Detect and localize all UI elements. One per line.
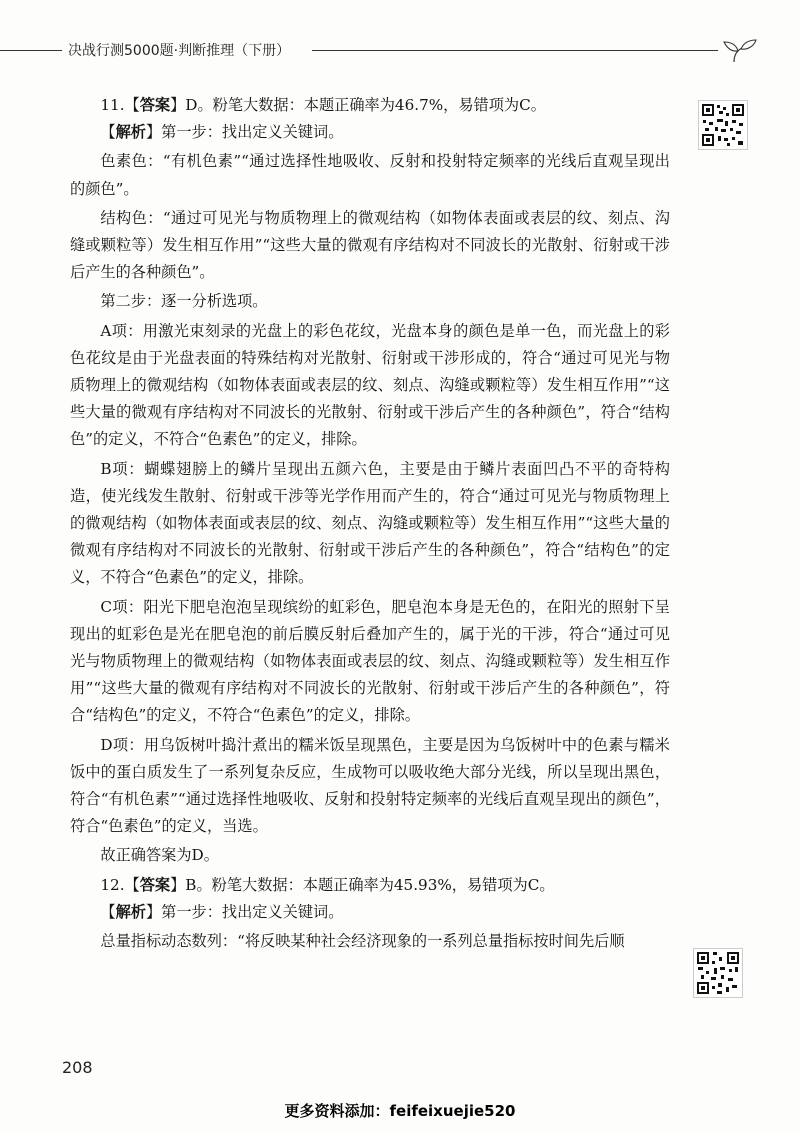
book-title: 决战行测5000题·判断推理（下册） — [68, 43, 291, 59]
option-a-analysis: A项：用激光束刻录的光盘上的彩色花纹，光盘本身的颜色是单一色，而光盘上的彩色花纹是由于光盘表面的特殊结构对光散射、衍射或干涉形成的，符合“通过可见光与物质物理上的微观结构（如物体表面或表层的纹、刻点、沟缝或颗粒等）发生相互作用”“这些大量的微观有序结构对不同波长的光散射、衍射或干涉后产生的各种颜色”，符合“结构色”的定义，不符合“色素色”的定义，排除。 — [70, 321, 670, 449]
qr-code-icon — [693, 948, 743, 998]
analysis-bracket: 【 — [100, 902, 116, 921]
analysis-tag: 解析 — [115, 902, 146, 921]
q12-answer-text: 】B。粉笔大数据：本题正确率为45.93%，易错项为C。 — [170, 875, 555, 894]
q11-analysis-line — [70, 119, 670, 146]
answer-tag: 答案 — [139, 875, 171, 894]
header-rule-right — [312, 50, 718, 51]
option-c-analysis: C项：阳光下肥皂泡泡呈现缤纷的虹彩色，肥皂泡本身是无色的，在阳光的照射下呈现出的虹彩色是光在肥皂泡的前后膜反射后叠加产生的，属于光的干涉，符合“通过可见光与物质物理上的微观结构（如物体表面或表层的纹、刻点、沟缝或颗粒等）发生相互作用”“这些大量的微观有序结构对不同波长的光散射、衍射或干涉后产生的各种颜色”，符合“结构色”的定义，不符合“色素色”的定义，排除。 — [70, 597, 670, 725]
structural-color-definition: 结构色：“通过可见光与物质物理上的微观结构（如物体表面或表层的纹、刻点、沟缝或颗粒等）发生相互作用”“这些大量的微观有序结构对不同波长的光散射、衍射或干涉后产生的各种颜色”。 — [70, 208, 670, 282]
q12-answer-line — [70, 872, 670, 899]
page-number: 208 — [62, 1058, 93, 1077]
step-two: 第二步：逐一分析选项。 — [100, 292, 268, 311]
pigment-color-definition: 色素色：“有机色素”“通过选择性地吸收、反射和投射特定频率的光线后直观呈现出的颜色”。 — [70, 152, 670, 198]
footer-note: 更多资料添加：feifeixuejie520 — [284, 1102, 516, 1120]
option-b-analysis: B项：蝴蝶翅膀上的鳞片呈现出五颜六色，主要是由于鳞片表面凹凸不平的奇特构造，使光线发生散射、衍射或干涉等光学作用而产生的，符合“通过可见光与物质物理上的微观结构（如物体表面或表层的纹、刻点、沟缝或颗粒等）发生相互作用”“这些大量的微观有序结构对不同波长的光散射、衍射或干涉后产生的各种颜色”，符合“结构色”的定义，不符合“色素色”的定义，排除。 — [70, 459, 670, 587]
q12-number: 12.【 — [100, 875, 140, 894]
q12-analysis-line — [70, 899, 670, 926]
answer-tag: 答案 — [139, 96, 171, 114]
qr-code-icon — [698, 100, 748, 150]
q11-step1-text: 】第一步：找出定义关键词。 — [145, 123, 344, 142]
page-body — [70, 92, 670, 955]
header-rule-left — [0, 50, 62, 51]
q12-step1-text: 】第一步：找出定义关键词。 — [145, 902, 344, 921]
q11-answer-text: 】D。粉笔大数据：本题正确率为46.7%，易错项为C。 — [170, 96, 546, 114]
running-header — [0, 38, 800, 62]
q11-conclusion: 故正确答案为D。 — [100, 846, 219, 865]
option-d-analysis: D项：用乌饭树叶捣汁煮出的糯米饭呈现黑色，主要是因为乌饭树叶中的色素与糯米饭中的蛋白质发生了一系列复杂反应，生成物可以吸收绝大部分光线，所以呈现出黑色，符合“有机色素”“通过选择性地吸收、反射和投射特定频率的光线后直观呈现出的颜色”，符合“色素色”的定义，当选。 — [70, 735, 670, 836]
sprout-icon — [720, 38, 760, 64]
total-index-definition: 总量指标动态数列：“将反映某种社会经济现象的一系列总量指标按时间先后顺 — [100, 932, 625, 951]
q11-answer-line — [70, 92, 670, 119]
q11-number: 11.【 — [100, 96, 140, 114]
analysis-bracket: 【 — [100, 123, 116, 142]
analysis-tag: 解析 — [115, 123, 146, 142]
